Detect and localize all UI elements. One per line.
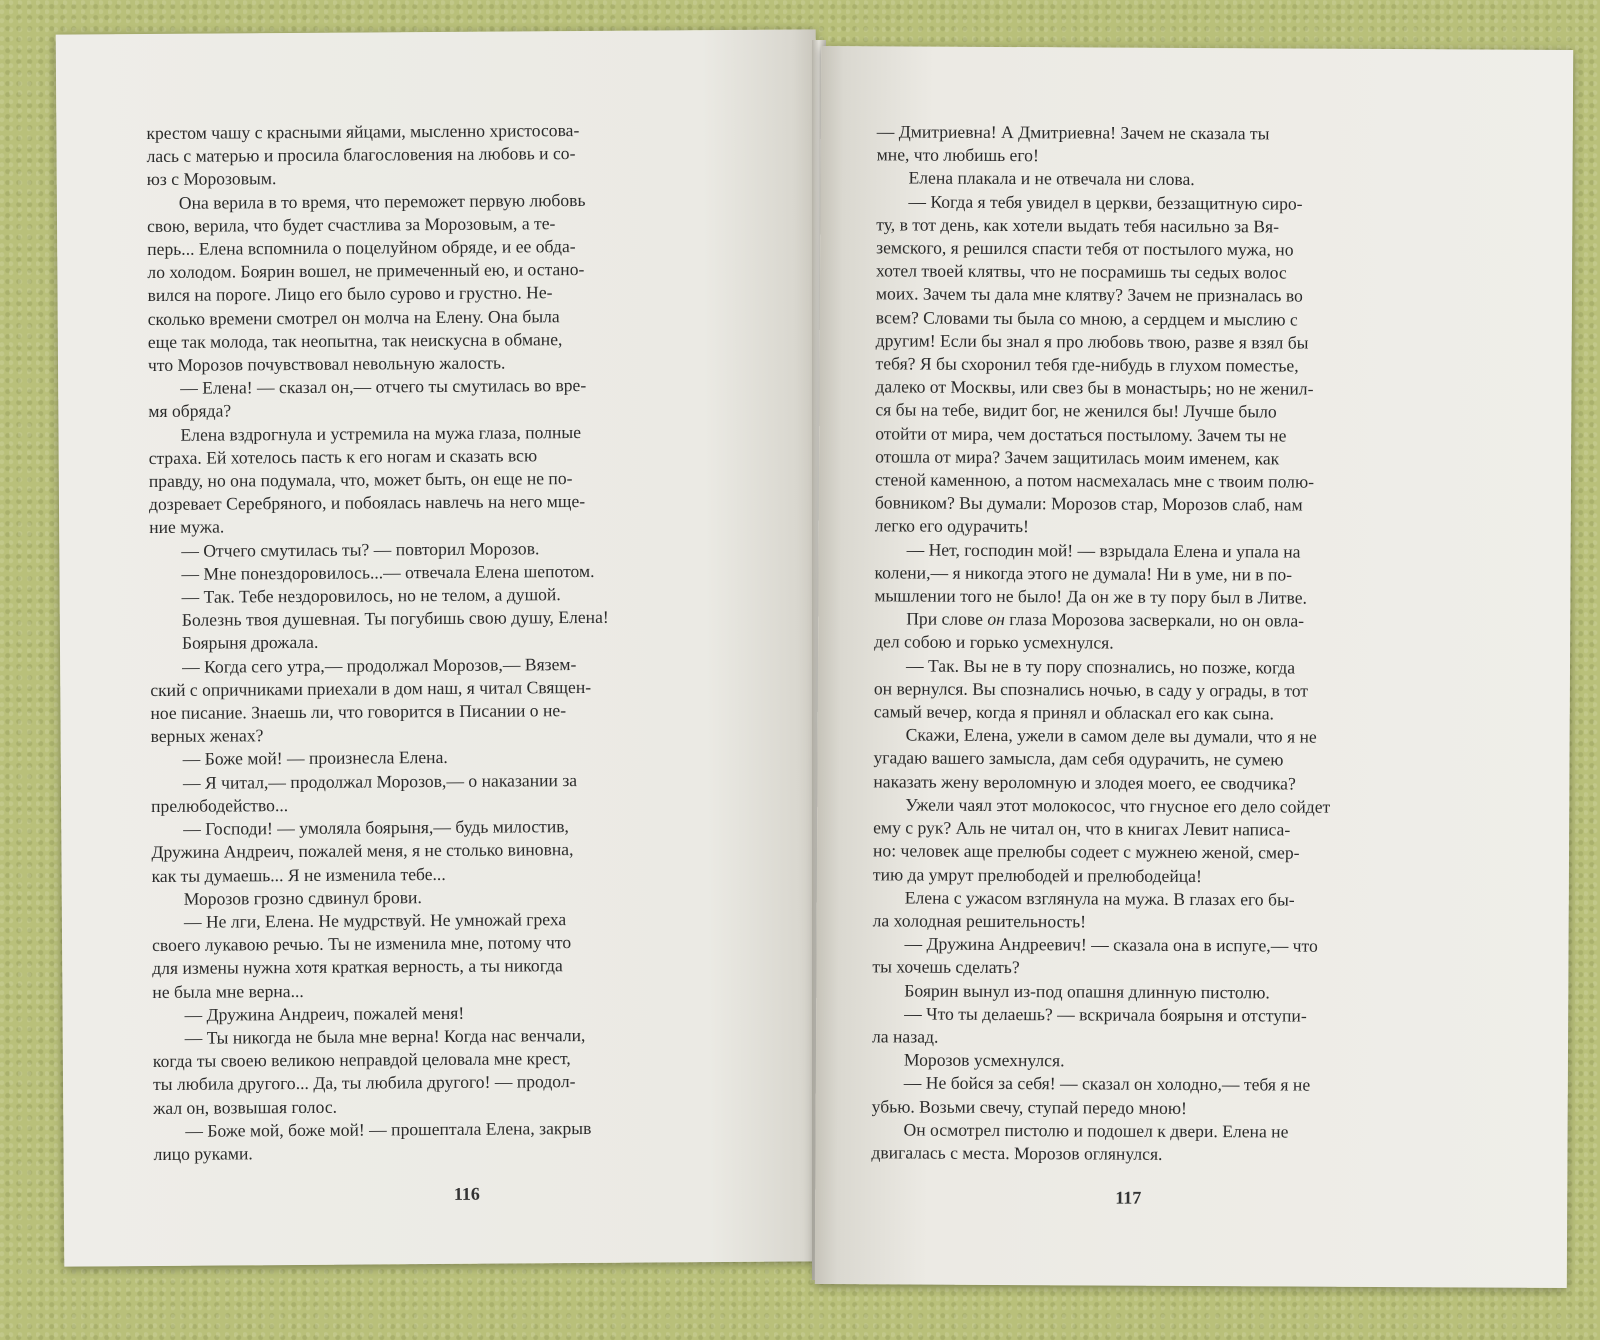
text-line: бовником? Вы думали: Морозов стар, Морозов слаб, нам [874, 492, 1303, 515]
text-line: но: человек аще прелюбы содеет с мужнею женой, смер- [872, 840, 1300, 863]
text-line: как ты думаешь... Я не изменила тебе... [151, 863, 446, 886]
text-line: — Не лги, Елена. Не мудрствуй. Не умножай греха [183, 909, 567, 932]
text-line: Скажи, Елена, ужели в самом деле вы думали, что я не [905, 724, 1317, 747]
text-line: прелюбодейство... [151, 794, 289, 816]
text-line: дел собою и горько усмехнулся. [874, 631, 1114, 654]
text-line: земского, я решился спасти тебя от постылого мужа, но [876, 237, 1294, 260]
text-line: — Дружина Андреич, пожалей меня! [184, 1002, 465, 1025]
text-line: — Нет, господин мой! — взрыдала Елена и упала на [906, 539, 1301, 562]
text-line: Болезнь твоя душевная. Ты погубишь свою душу, Елена! [181, 607, 609, 631]
text-line: — Дмитриевна! А Дмитриевна! Зачем не сказала ты [876, 121, 1270, 144]
text-line: При слове он глаза Морозова засверкали, но он овла- [906, 608, 1305, 631]
text-line: Боярин вынул из-под опашня длинную пистолю. [904, 980, 1270, 1002]
text-line: — Так. Тебе нездоровилось, но не телом, а душой. [181, 584, 561, 607]
text-line: — Мне понездоровилось...— отвечала Елена шепотом. [181, 560, 595, 584]
text-line: хотел твоей клятвы, что не посрамишь ты седых волос [876, 260, 1287, 283]
text-line: лицо руками. [153, 1143, 253, 1164]
text-line: правду, но она подумала, что, может быть, он еще не по- [148, 468, 573, 492]
text-line: ние мужа. [149, 516, 225, 538]
text-line: угадаю вашего замысла, дам себя одурачить, не сумею [873, 747, 1284, 770]
text-line: перь... Елена вспомнила о поцелуйном обряде, и ее обда- [147, 236, 576, 260]
text-line: — Ты никогда не была мне верна! Когда нас венчали, [184, 1024, 586, 1048]
text-line: для измены нужна хотя краткая верность, а ты никогда [152, 955, 563, 979]
left-page [56, 29, 825, 1266]
text-line: — Дружина Андреевич! — сказала она в испуге,— что [904, 933, 1318, 956]
text-line: ский с опричниками приехали в дом наш, я читал Священ- [150, 676, 592, 700]
text-line: ся бы на тебе, видит бог, не женился бы! Лучше было [875, 399, 1277, 422]
text-line: что Морозов почувствовал невольную жалость. [147, 352, 506, 376]
left-page-number: 116 [453, 1183, 480, 1204]
text-line: ты любила другого... Да, ты любила другого! — продол- [152, 1071, 576, 1095]
text-line: мя обряда? [148, 400, 232, 422]
text-line: юз с Морозовым. [146, 168, 277, 190]
text-line: мышлении того не было! Да он же в ту пору был в Литве. [874, 585, 1307, 608]
text-line: Он осмотрел пистолю и подошел к двери. Елена не [903, 1119, 1289, 1142]
text-line: вился на пороге. Лицо его было сурово и грустно. Не- [147, 282, 553, 306]
left-page-text [146, 118, 755, 1166]
text-line: отошла от мира? Зачем защитилась моим именем, как [875, 446, 1280, 469]
text-line: легко его одурачить! [874, 515, 1030, 537]
text-line: — Я читал,— продолжал Морозов,— о наказании за [182, 769, 578, 793]
text-line: Морозов грозно сдвинул брови. [183, 886, 422, 909]
text-line: своего лукавою речью. Ты не изменила мне, потому что [151, 932, 572, 956]
text-line: — Когда я тебя увидел в церкви, беззащитную сиро- [908, 191, 1303, 214]
text-line: — Отчего смутилась ты? — повторил Морозов. [181, 537, 540, 561]
text-line: Морозов усмехнулся. [903, 1049, 1065, 1071]
text-line: Елена вздрогнула и устремила на мужа глаза, полные [180, 421, 582, 445]
text-line: — Что ты делаешь? — вскричала боярыня и отступи- [904, 1003, 1307, 1026]
text-line: Боярыня дрожала. [181, 632, 319, 654]
text-line: моих. Зачем ты дала мне клятву? Зачем не призналась во [875, 283, 1303, 306]
text-line: мне, что любишь его! [876, 144, 1039, 166]
text-line: стеной каменною, а потом насмехалась мне с твоим полю- [874, 469, 1315, 492]
text-line: убью. Возьми свечу, ступай передо мною! [871, 1095, 1187, 1118]
text-line: — Когда сего утра,— продолжал Морозов,— Вязем- [182, 653, 577, 677]
text-line: всем? Словами ты была со мною, а сердцем и мыслию с [875, 306, 1298, 330]
text-line: страха. Ей хотелось пасть к его ногам и сказать всю [148, 445, 538, 468]
text-line: дозревает Серебряного, и побоялась навлечь на него мще- [148, 491, 586, 515]
text-line: двигалась с места. Морозов оглянулся. [871, 1142, 1163, 1164]
text-line: ла назад. [872, 1026, 939, 1047]
text-line: Дружина Андреич, пожалей меня, я не столько виновна, [151, 839, 574, 863]
text-line: наказать жену вероломную и злодея моего, ее сводчика? [873, 771, 1296, 794]
text-line: далеко от Москвы, или свез бы в монастырь; но не женил- [875, 376, 1314, 399]
right-page-number: 117 [1115, 1187, 1142, 1208]
text-line: Елена с ужасом взглянула на мужа. В глазах его бы- [904, 887, 1295, 910]
text-line: сколько времени смотрел он молча на Елену. Она была [147, 305, 560, 329]
text-line: крестом чашу с красными яйцами, мысленно христосова- [146, 120, 580, 144]
text-line: ло холодом. Боярин вошел, не примеченный ею, и остано- [147, 259, 585, 283]
text-line: — Боже мой, боже мой! — прошептала Елена, закрыв [185, 1117, 592, 1141]
text-line: — Елена! — сказал он,— отчего ты смутилась во вре- [180, 375, 587, 399]
right-page-text [871, 120, 1476, 1167]
text-line: еще так молода, так неопытна, так неискусна в обмане, [147, 328, 563, 352]
text-line: колени,— я никогда этого не думала! Ни в уме, ни в по- [874, 562, 1293, 585]
text-line: другим! Если бы знал я про любовь твою, разве я взял бы [875, 330, 1309, 353]
text-line: лась с матерью и просила благословения на любовь и со- [146, 143, 576, 167]
text-line: свою, верила, что будет счастлива за Морозовым, а те- [146, 212, 556, 236]
text-line: отойти от мира, чем достаться постылому. Зачем ты не [875, 422, 1287, 446]
right-page [815, 46, 1573, 1288]
text-line: — Так. Вы не в ту пору спознались, но позже, когда [905, 655, 1296, 678]
text-line: когда ты своею великою неправдой целовала мне крест, [152, 1048, 571, 1072]
text-line: — Боже мой! — произнесла Елена. [182, 747, 448, 770]
text-line: верных женах? [150, 725, 264, 747]
text-line: Елена плакала и не отвечала ни слова. [908, 167, 1195, 190]
text-line: ное писание. Знаешь ли, что говорится в Писании о не- [150, 700, 567, 724]
text-line: Она верила в то время, что переможет первую любовь [178, 189, 586, 213]
text-line: ла холодная решительность! [872, 910, 1087, 932]
text-line: жал он, возвышая голос. [153, 1096, 338, 1118]
text-line: он вернулся. Вы спознались ночью, в саду у ограды, в тот [873, 678, 1309, 701]
text-line: ту, в тот день, как хотели выдать тебя насильно за Вя- [876, 214, 1280, 237]
text-line: — Господи! — умоляла боярыня,— будь милостив, [183, 816, 569, 839]
text-line: — Не бойся за себя! — сказал он холодно,— тебя я не [903, 1072, 1311, 1095]
text-line: ты хочешь сделать? [872, 956, 1020, 978]
text-line: ему с рук? Аль не читал он, что в книгах Левит написа- [873, 817, 1291, 840]
text-line: тебя? Я бы схоронил тебя где-нибудь в глухом поместье, [875, 353, 1299, 376]
text-line: не была мне верна... [152, 980, 304, 1002]
text-line: самый вечер, когда я принял и обласкал его как сына. [873, 701, 1275, 724]
text-line: тию да умрут прелюбодей и прелюбодейца! [872, 863, 1202, 886]
text-line: Ужели чаял этот молокосос, что гнусное его дело сойдет [905, 794, 1331, 817]
